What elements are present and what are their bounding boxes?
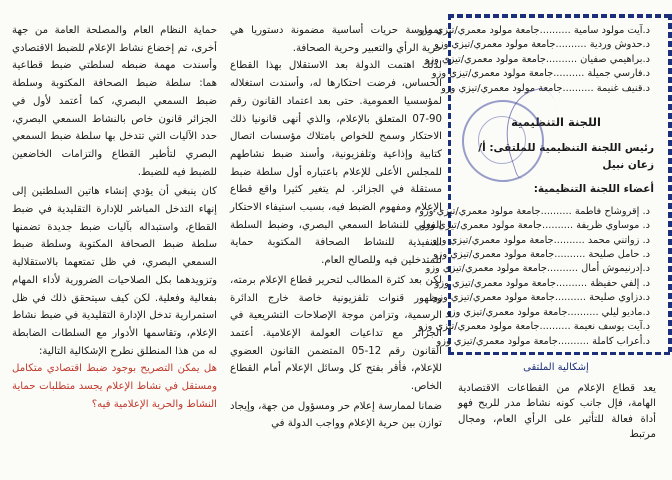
right-column (418, 0, 660, 480)
member-item: د. زواتني محمد ..........جامعة مولود معمري/تيزي وزو (432, 234, 650, 246)
member-item: د.ماديو ليلي ..........جامعة مولود معمري/تيزي وزو (446, 306, 650, 318)
scientific-members-list (418, 0, 660, 96)
member-item: د.آيت يوسف نعيمة ..........جامعة مولود معمري/تيزي وزو (418, 321, 650, 333)
member-item: د.آيت مولود سامية ..........جامعة مولود معمري/تيزي وزو (418, 25, 650, 36)
middle-paragraph-1: بممارسة حريات أساسية مضمونة دستوريا هي حرية الرأي والتعبير وحرية الصحافة. (230, 25, 442, 54)
member-item: د.حدوش وردية ..........جامعة مولود معمري/تيزي وزو (434, 39, 650, 51)
member-item: د. إلفي حفيظة ..........جامعة مولود معمري/تيزي وزو (434, 277, 650, 289)
member-item: د. إقروشاح فاطمة ..........جامعة مولود معمري/تيزي وزو (419, 205, 650, 217)
middle-paragraph-2: لذلك اهتمت الدولة بعد الاستقلال بهذا القطاع الحساس، فرضت احتكارها له، وأسندت استغلاله لمؤسسيا العمومية. حتى بعد اعتماد القانون رقم 90-07 المتعلق بالإعلام، والذي أنهى قانونيا ذلك الاحتكار وسمح للخواص بامتلاك مؤسسات اتصال كتابية وإذاعية وتلفزيونية، وأسند ضبط نشاطهم للمجلس الأعلى للإعلام باعتباره أول سلطة ضبط مستقلة في الجزائر. لم يتغير كثيرا واقع قطاع الإعلام ومفهوم الضبط فيه، بسبب استيفاء الاحتكار الفعلي للنشاط السمعي البصري، وضبط السلطة التنفيذية للنشاط الصحافة المكتوبة حماية للمتدخلين فيه وللصالح العام. (230, 60, 442, 267)
organizing-members-list (418, 205, 660, 349)
member-item: د.فارسي جميلة ..........جامعة مولود معمري/تيزي وزو (431, 68, 650, 80)
middle-paragraph-4: ضمانا لممارسة إعلام حر ومسؤول من جهة، وإيجاد توازن بين حرية الإعلام وواجب الدولة في (230, 400, 442, 430)
members-title: أعضاء اللجنة التنظيمية: (533, 183, 654, 196)
middle-column (230, 0, 442, 480)
member-item: د.براهيمي صفيان ..........جامعة مولود معمري/تيزي وزو (424, 53, 650, 65)
member-item: د. موساوي ظريفة ..........جامعة مولود معمري/تيزي وزو (420, 220, 650, 232)
problem-title: إشكالية الملتقى (523, 361, 589, 373)
committee-president: رئيس اللجنة التنظيمية للملتقى: أ/ زعان نبيل (478, 141, 654, 172)
member-item: د.دزاوي صليحة ..........جامعة مولود معمري/تيزي وزو (433, 292, 650, 304)
research-question: هل يمكن التصريح بوجود ضبط اقتصادي متكامل ومستقل في نشاط الإعلام يجسد متطلبات حماية النشاط والحرية الإعلامية فيه؟ (12, 363, 217, 410)
problem-text: يعد قطاع الإعلام من القطاعات الاقتصادية الهامة، فإل جانب كونه نشاط مدر للربح فهو أداة فعالة للتأثير على الرأي العام، ومجال مرتبط (458, 382, 656, 441)
decorative-border-right (668, 14, 672, 354)
member-item: د. حامل صليحة ..........جامعة مولود معمري/تيزي وزو (432, 249, 650, 261)
left-column (12, 0, 217, 480)
left-paragraph-1: حماية النظام العام والمصلحة العامة من جهة أخرى، تم إخضاع نشاط الإعلام للضبط الاقتصادي وأسندت مهمة ضبطه لسلطتي ضبط قطاعية هما: سلطة ضبط الصحافة المكتوبة وسلطة ضبط السمعي البصري، كما أعتمد لأول في الجزائر قانون خاص بالنشاط السمعي البصري، حدد الآليات التي تتدخل بها سلطة ضبط السمعي البصري لتأطير القطاع والتزامات الخاضعين للضبط فيه للضبط. (12, 25, 217, 178)
member-item: د.أعراب كاملة ..........جامعة مولود معمري/تيزي وزو (436, 335, 650, 347)
committee-title: اللجنة التنظيمية (511, 115, 601, 130)
member-item: د.إدرنيموش أمال ..........جامعة مولود معمري/تيزي وزو (425, 263, 650, 275)
left-paragraph-2: كان ينبغي أن يؤدي إنشاء هاتين السلطتين إلى إنهاء التدخل المباشر للإدارة التقليدية في ضبط القطاع، واستبداله بآليات ضبط جديدة تضمنها سلطة ضبط الصحافة المكتوبة وسلطة ضبط السمعي البصري، في ظل تمتعهما بالاستقلالية وتزويدهما بكل الصلاحيات الضرورية لأداء المهام بفعالية وفعلية. لكن كيف سيتحقق ذلك في ظل استمرارية تدخل الإدارة التقليدية في ضبط نشاط الإعلام، وتقاسمها الأدوار مع السلطات الضابطة له من هذا المنطلق نطرح الإشكالية التالية: (12, 186, 217, 357)
member-item: د.قنيف غنيمة ..........جامعة مولود معمري/تيزي وزو (441, 82, 650, 94)
middle-paragraph-3: لكن بعد كثرة المطالب لتحرير قطاع الإعلام برمته، وظهور قنوات تلفزيونية خاصة خارج الدائرة الرسمية، وتزامن موجة الإصلاحات التشريعية في الجزائر مع تداعيات العولمة الإعلامية. أعتمد القانون رقم 12-05 المتضمن القانون العضوي للإعلام، فأقر بفتح كل وسائل الإعلام أمام القطاع الخاص. (230, 274, 442, 393)
